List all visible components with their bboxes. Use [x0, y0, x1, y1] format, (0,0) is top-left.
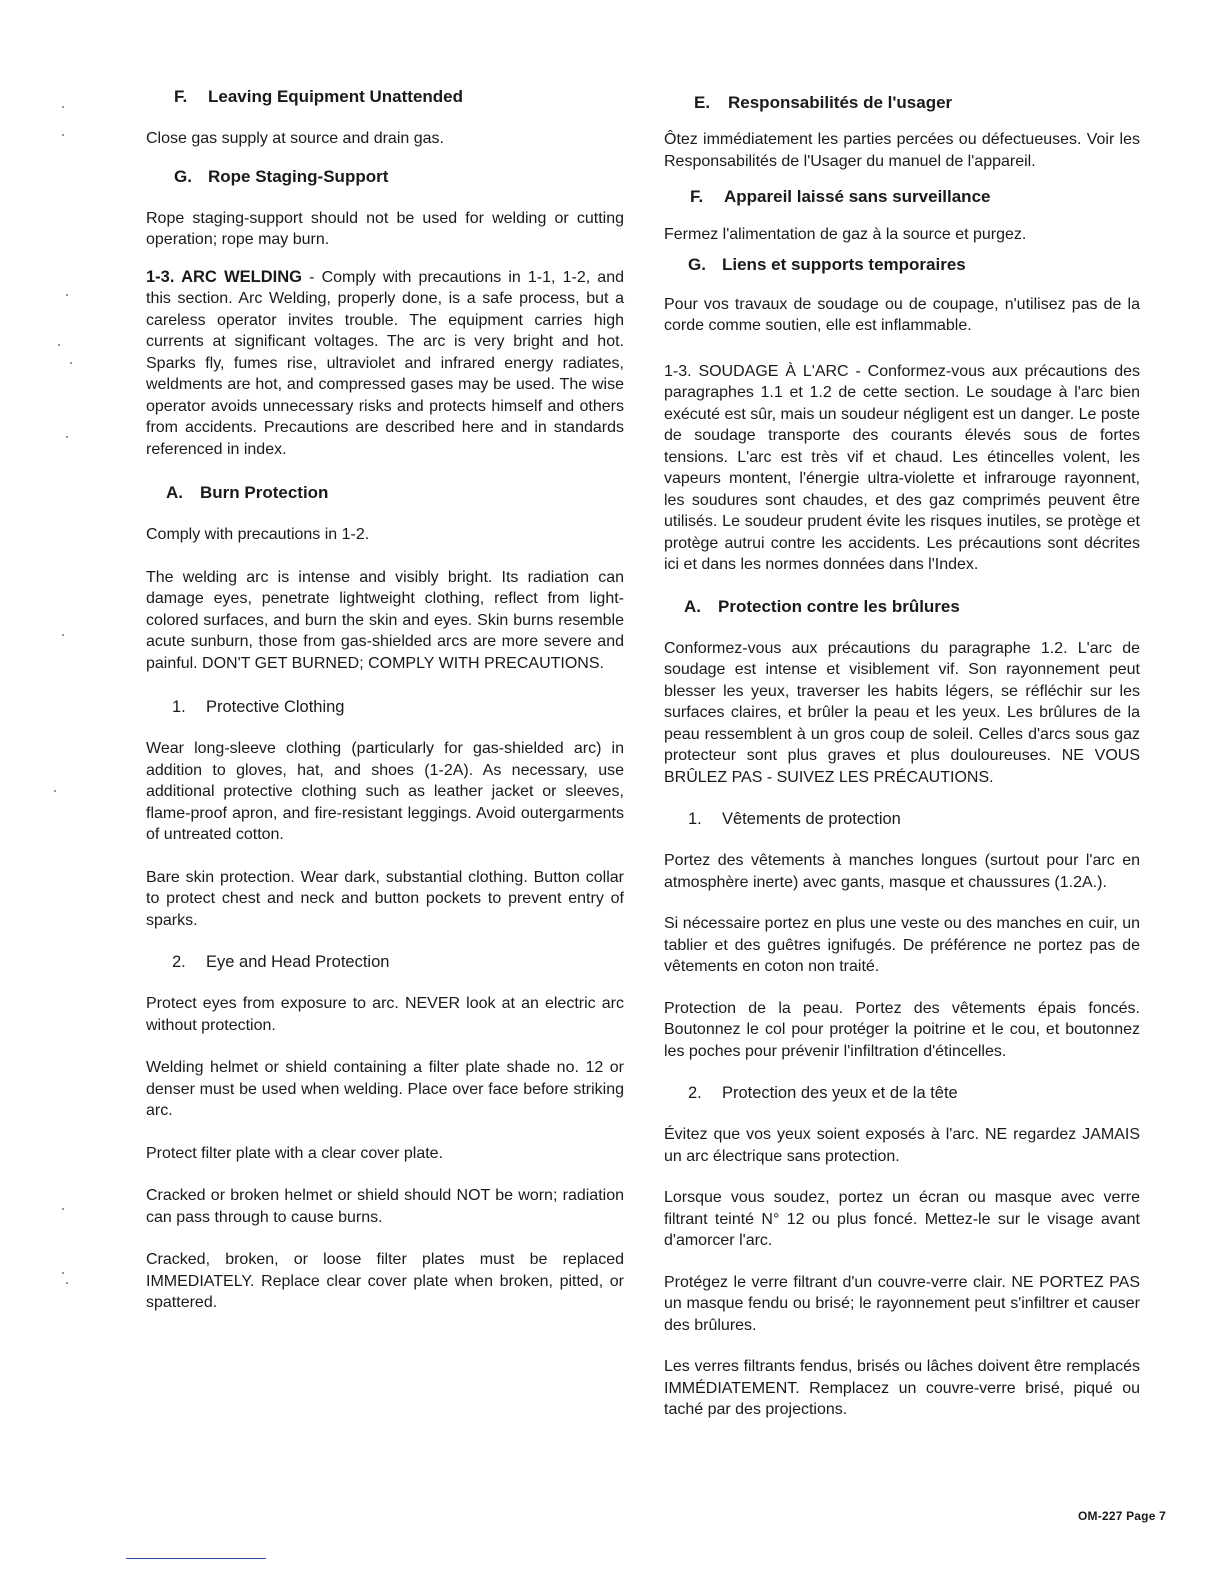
heading-title: Liens et supports temporaires: [722, 254, 966, 274]
heading-title: Rope Staging-Support: [208, 166, 389, 186]
heading-g: [174, 166, 624, 188]
heading-title: Responsabilités de l'usager: [728, 93, 953, 112]
paragraph: Rope staging-support should not be used for welding or cutting operation; rope may burn.: [146, 209, 624, 248]
subheading-title: Protection des yeux et de la tête: [722, 1084, 958, 1102]
subheading-title: Protective Clothing: [206, 698, 345, 716]
heading-title: Leaving Equipment Unattended: [208, 87, 464, 106]
paragraph: Protect eyes from exposure to arc. NEVER look at an electric arc without protection.: [146, 995, 624, 1034]
subheading-1: [688, 808, 1140, 830]
paragraph: Protégez le verre filtrant d'un couvre-verre clair. NE PORTEZ PAS un masque fendu ou brisé; le rayonnement peut s'infiltrer et causer des brûlures.: [664, 1273, 1140, 1334]
scan-speck: [62, 106, 64, 108]
heading-letter: F.: [174, 87, 188, 106]
heading-title: Burn Protection: [200, 483, 329, 502]
subheading-2: [172, 951, 624, 973]
subheading-1: [172, 696, 624, 718]
subheading-number: 2.: [688, 1084, 702, 1102]
page-footer: OM-227 Page 7: [1078, 1509, 1166, 1523]
paragraph: Cracked, broken, or loose filter plates must be replaced IMMEDIATELY. Replace clear cover plate when broken, pitted, or spattered.: [146, 1251, 624, 1311]
scan-speck: [58, 344, 60, 346]
heading-e: [694, 92, 1140, 114]
subheading-number: 1.: [172, 698, 186, 716]
french-column: [664, 86, 1140, 1421]
paragraph: Cracked or broken helmet or shield should NOT be worn; radiation can pass through to cause burns.: [146, 1187, 624, 1226]
subheading-title: Eye and Head Protection: [206, 953, 390, 971]
paragraph-body: - Comply with precautions in 1-1, 1-2, and this section. Arc Welding, properly done, is a safe process, but a careless operator invites trouble. The equipment carries high currents at significant voltages. The arc is very bright and hot. Sparks fly, fumes rise, ultraviolet and infrared energy radiates, weldments are hot, and compressed gases may be used. The wise operator avoids unnecessary risks and protects himself and others from accidents. Precautions are described here and in standards referenced in index.: [146, 268, 624, 458]
paragraph: Évitez que vos yeux soient exposés à l'arc. NE regardez JAMAIS un arc électrique sans protection.: [664, 1126, 1140, 1165]
paragraph: Lorsque vous soudez, portez un écran ou masque avec verre filtrant teinté N° 12 ou plus foncé. Mettez-le sur le visage avant d'amorcer l'arc.: [664, 1189, 1140, 1249]
heading-g: [688, 254, 1140, 276]
english-column: [146, 86, 624, 1314]
arc-welding-paragraph: [146, 267, 624, 461]
heading-letter: G.: [174, 166, 192, 186]
scan-speck: [62, 1272, 64, 1274]
paragraph: The welding arc is intense and visibly bright. Its radiation can damage eyes, penetrate lightweight clothing, reflect from light-colored surfaces, and burn the skin and eyes. Skin burns resemble acute sunburn, those from gas-shielded arcs are more severe and painful. DON'T GET BURNED; COMPLY WITH PRECAUTIONS.: [146, 568, 624, 672]
paragraph: Welding helmet or shield containing a filter plate shade no. 12 or denser must be used when welding. Place over face before striking arc.: [146, 1059, 624, 1119]
paragraph: Pour vos travaux de soudage ou de coupage, n'utilisez pas de la corde comme soutien, elle est inflammable.: [664, 295, 1140, 334]
heading-a: [684, 596, 1140, 618]
paragraph: Comply with precautions in 1-2.: [146, 526, 370, 543]
subheading-title: Vêtements de protection: [722, 810, 901, 828]
divider: [126, 1558, 266, 1559]
scan-speck: [54, 790, 56, 792]
heading-letter: G.: [688, 254, 706, 274]
heading-title: Appareil laissé sans surveillance: [724, 187, 991, 206]
arc-welding-paragraph: 1-3. SOUDAGE À L'ARC - Conformez-vous aux précautions des paragraphes 1.1 et 1.2 de cette section. Le soudage à l'arc bien exécuté est sûr, mais un soudeur négligent est un danger. Le poste de soudage transporte des courants élevés sous de fortes tensions. L'arc est très vif et chaud. Les étincelles volent, les vapeurs montent, l'énergie ultra-violette et infrarouge rayonnent, les soudures sont chaudes, et des gaz comprimés peuvent être utilisés. Le soudeur prudent évite les risques inutiles, se protège et protège autrui contre les accidents. Les précautions sont décrites ici et dans les normes données dans l'Index.: [664, 362, 1140, 573]
heading-f: [690, 186, 1140, 208]
paragraph: Portez des vêtements à manches longues (surtout pour l'arc en atmosphère inerte) avec gants, masque et chaussures (1.2A.).: [664, 852, 1140, 891]
scan-speck: [70, 362, 72, 364]
scan-speck: [62, 634, 64, 636]
scan-speck: [62, 134, 64, 136]
heading-letter: E.: [694, 93, 711, 112]
paragraph: Si nécessaire portez en plus une veste ou des manches en cuir, un tablier et des guêtres ignifugés. De préférence ne portez pas de vêtements en coton non traité.: [664, 915, 1140, 975]
paragraph: Protect filter plate with a clear cover plate.: [146, 1144, 444, 1162]
heading-f: [174, 86, 624, 108]
paragraph: Bare skin protection. Wear dark, substantial clothing. Button collar to protect chest and neck and button pockets to prevent entry of sparks.: [146, 868, 624, 929]
scan-speck: [66, 294, 68, 296]
scan-speck: [62, 1208, 64, 1210]
paragraph: Fermez l'alimentation de gaz à la source et purgez.: [664, 226, 1027, 243]
paragraph: Ôtez immédiatement les parties percées ou défectueuses. Voir les Responsabilités de l'Usager du manuel de l'appareil.: [664, 131, 1140, 170]
subheading-number: 1.: [688, 810, 702, 828]
heading-letter: A.: [166, 483, 183, 502]
scan-speck: [66, 1282, 68, 1284]
heading-title: Protection contre les brûlures: [718, 596, 960, 616]
paragraph: Les verres filtrants fendus, brisés ou lâches doivent être remplacés IMMÉDIATEMENT. Remplacez un couvre-verre brisé, piqué ou taché par des projections.: [664, 1358, 1140, 1418]
paragraph: Wear long-sleeve clothing (particularly for gas-shielded arc) in addition to gloves, hat, and shoes (1-2A). As necessary, use additional protective clothing such as leather jacket or sleeves, flame-proof apron, and fire-resistant leggings. Avoid outergarments of untreated cotton.: [146, 740, 624, 843]
heading-letter: F.: [690, 187, 704, 206]
scan-speck: [66, 436, 68, 438]
section-lead: 1-3. ARC WELDING: [146, 267, 302, 286]
paragraph: Protection de la peau. Portez des vêtements épais foncés. Boutonnez le col pour protéger la poitrine et le cou, et boutonnez les poches pour prévenir l'infiltration d'étincelles.: [664, 999, 1140, 1060]
heading-letter: A.: [684, 596, 701, 616]
heading-a: [166, 482, 624, 504]
paragraph: Close gas supply at source and drain gas.: [146, 130, 444, 147]
subheading-number: 2.: [172, 953, 186, 971]
subheading-2: [688, 1082, 1140, 1104]
paragraph: Conformez-vous aux précautions du paragraphe 1.2. L'arc de soudage est intense et visiblement vif. Son rayonnement peut blesser les yeux, traverser les habits légers, se réfléchir sur les surfaces claires, et brûler la peau et les yeux. Les brûlures de la peau ressemblent à un gros coup de soleil. Celles d'arcs sous gaz protecteur sont plus graves et plus douloureuses. NE VOUS BRÛLEZ PAS - SUIVEZ LES PRÉCAUTIONS.: [664, 639, 1140, 786]
